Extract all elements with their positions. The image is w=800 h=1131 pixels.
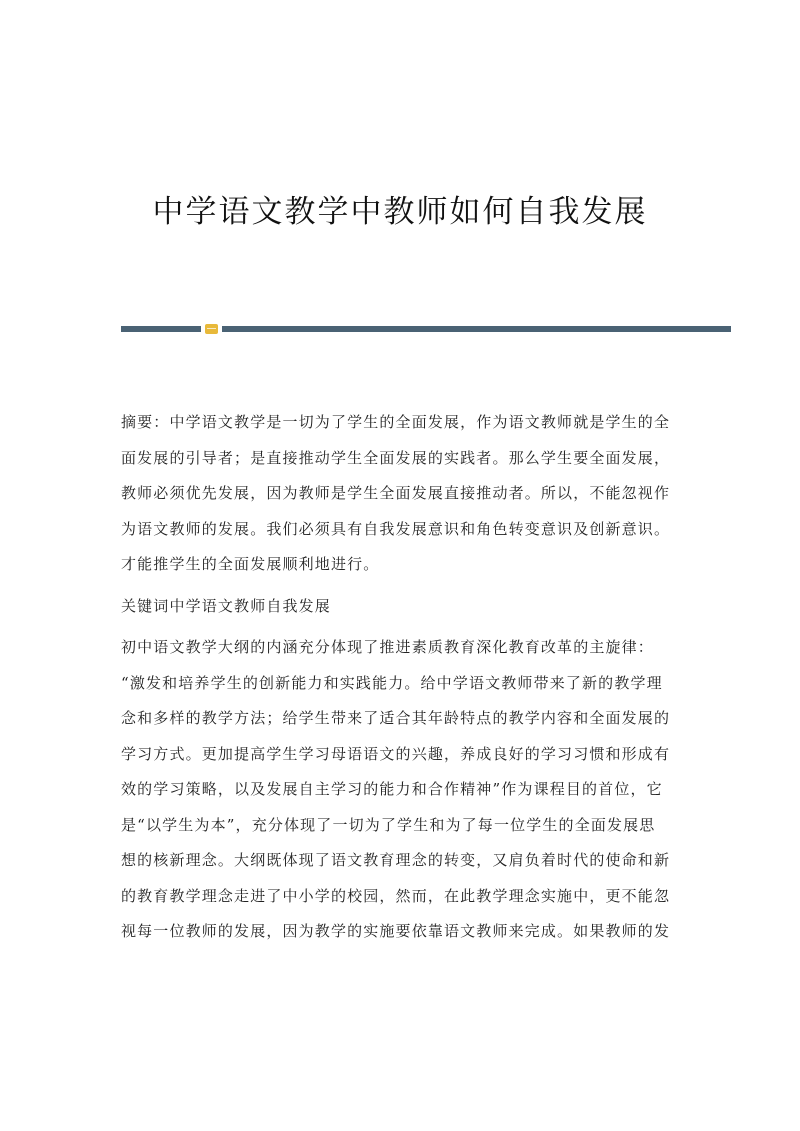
keywords-line: 关键词中学语文教师自我发展 [121,596,331,615]
paragraph-line: 想的核新理念。大纲既体现了语文教育理念的转变，又肩负着时代的使命和新 [121,851,671,869]
abstract-line: 教师必须优先发展，因为教师是学生全面发展直接推动者。所以，不能忽视作 [121,484,671,502]
paragraph-line: 初中语文教学大纲的内涵充分体现了推进素质教育深化教育改革的主旋律： [121,638,654,656]
divider-ornament-icon [205,324,218,334]
paragraph-line: 的教育教学理念走进了中小学的校园，然而，在此教学理念实施中，更不能忽 [121,886,671,905]
paragraph-line: “激发和培养学生的创新能力和实践能力。给中学语文教师带来了新的教学理 [121,673,663,692]
abstract-line: 才能推学生的全面发展顺利地进行。 [121,555,380,573]
paragraph-line: 效的学习策略，以及发展自主学习的能力和合作精神”作为课程目的首位，它 [121,780,663,798]
abstract-line: 为语文教师的发展。我们必须具有自我发展意识和角色转变意识及创新意识。 [121,519,671,538]
paragraph-line: 念和多样的教学方法；给学生带来了适合其年龄特点的教学内容和全面发展的 [121,709,671,727]
divider-bar-left [121,326,201,332]
abstract-section [121,405,681,583]
paragraph-line: 视每一位教师的发展，因为教学的实施要依靠语文教师来完成。如果教师的发 [121,922,671,940]
paragraph-line: 学习方式。更加提高学生学习母语语文的兴趣，养成良好的学习习惯和形成有 [121,744,671,763]
divider-bar-right [222,326,731,332]
abstract-line: 摘要：中学语文教学是一切为了学生的全面发展，作为语文教师就是学生的全 [121,413,671,431]
document-body [121,405,681,950]
title-divider [121,326,731,332]
body-paragraph [121,630,681,950]
document-title: 中学语文教学中教师如何自我发展 [152,194,648,230]
paragraph-line: 是“以学生为本”，充分体现了一切为了学生和为了每一位学生的全面发展思 [121,815,656,834]
abstract-line: 面发展的引导者；是直接推动学生全面发展的实践者。那么学生要全面发展， [121,448,671,467]
